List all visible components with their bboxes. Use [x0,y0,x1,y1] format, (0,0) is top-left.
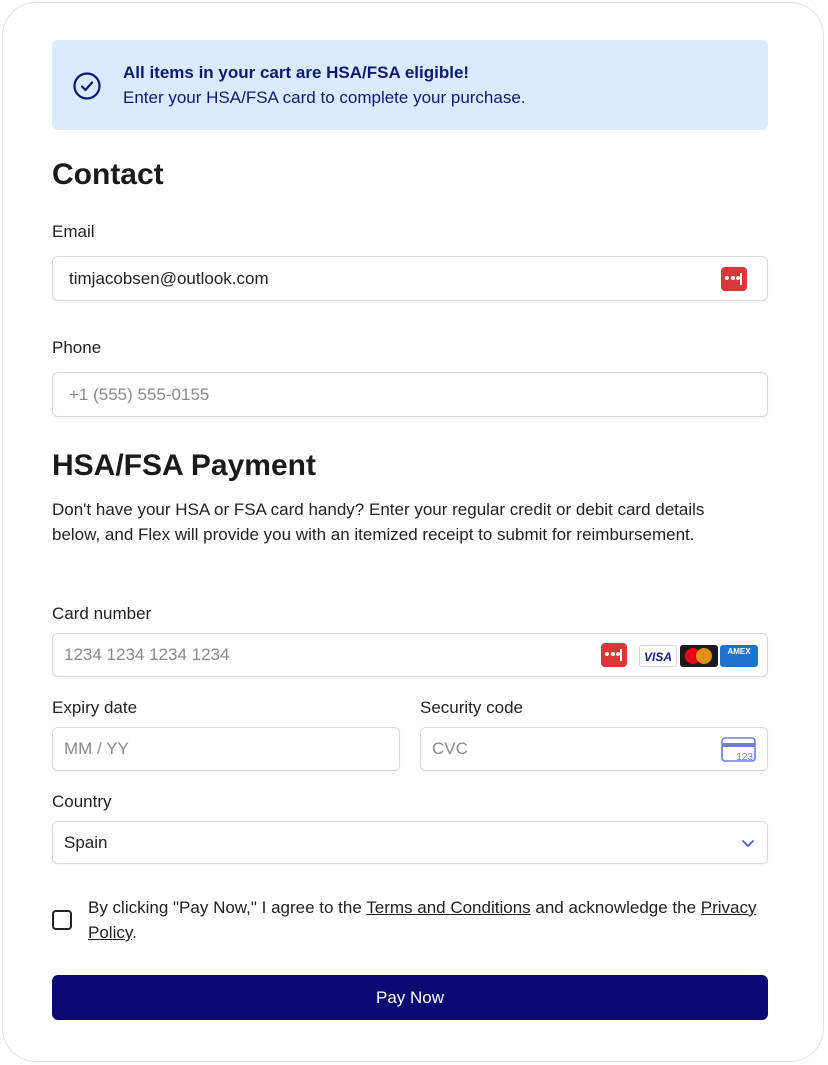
card-number-placeholder: 1234 1234 1234 1234 [64,645,230,664]
email-field[interactable] [52,256,768,301]
phone-label: Phone [52,338,102,357]
hsa-eligible-banner [52,40,768,130]
agreement-text-after: . [132,923,137,942]
country-label: Country [52,792,112,811]
chevron-down-icon [741,838,755,848]
check-circle-icon [72,71,102,101]
security-code-field[interactable] [420,727,768,771]
phone-field[interactable] [52,372,768,417]
contact-heading: Contact [52,158,164,191]
cvc-icon-text: 123 [736,752,753,763]
agreement-text-before: By clicking "Pay Now," I agree to the [88,898,367,917]
mastercard-icon [680,645,718,667]
payment-description: Don't have your HSA or FSA card handy? Enter your regular credit or debit card details below, and Flex will provide you with an itemized receipt to submit for reimbursement. [52,500,705,544]
cvc-card-icon [721,736,757,764]
card-number-field[interactable] [52,633,768,677]
security-code-label: Security code [420,698,523,717]
visa-icon: VISA [639,645,677,667]
agree-checkbox[interactable] [52,910,72,930]
country-value: Spain [64,832,108,852]
expiry-placeholder: MM / YY [64,739,129,758]
privacy-link[interactable]: Privacy Policy [88,898,757,942]
card-number-label: Card number [52,604,152,623]
amex-icon: AMEX [720,645,758,667]
password-manager-icon[interactable] [601,643,627,667]
phone-placeholder: +1 (555) 555-0155 [69,384,210,404]
password-manager-icon[interactable] [721,267,747,291]
pay-now-button[interactable]: Pay Now [52,975,768,1020]
agreement-text-middle: and acknowledge the [530,898,701,917]
banner-title: All items in your cart are HSA/FSA eligible! [123,63,470,82]
expiry-label: Expiry date [52,698,138,717]
banner-subtitle: Enter your HSA/FSA card to complete your purchase. [123,88,526,107]
payment-heading: HSA/FSA Payment [52,449,316,482]
expiry-field[interactable] [52,727,400,771]
agreement-text [88,895,778,945]
country-select[interactable] [52,821,768,864]
terms-link[interactable]: Terms and Conditions [366,898,531,917]
cvc-placeholder: CVC [432,739,468,758]
email-label: Email [52,222,95,241]
email-value: timjacobsen@outlook.com [69,268,269,288]
